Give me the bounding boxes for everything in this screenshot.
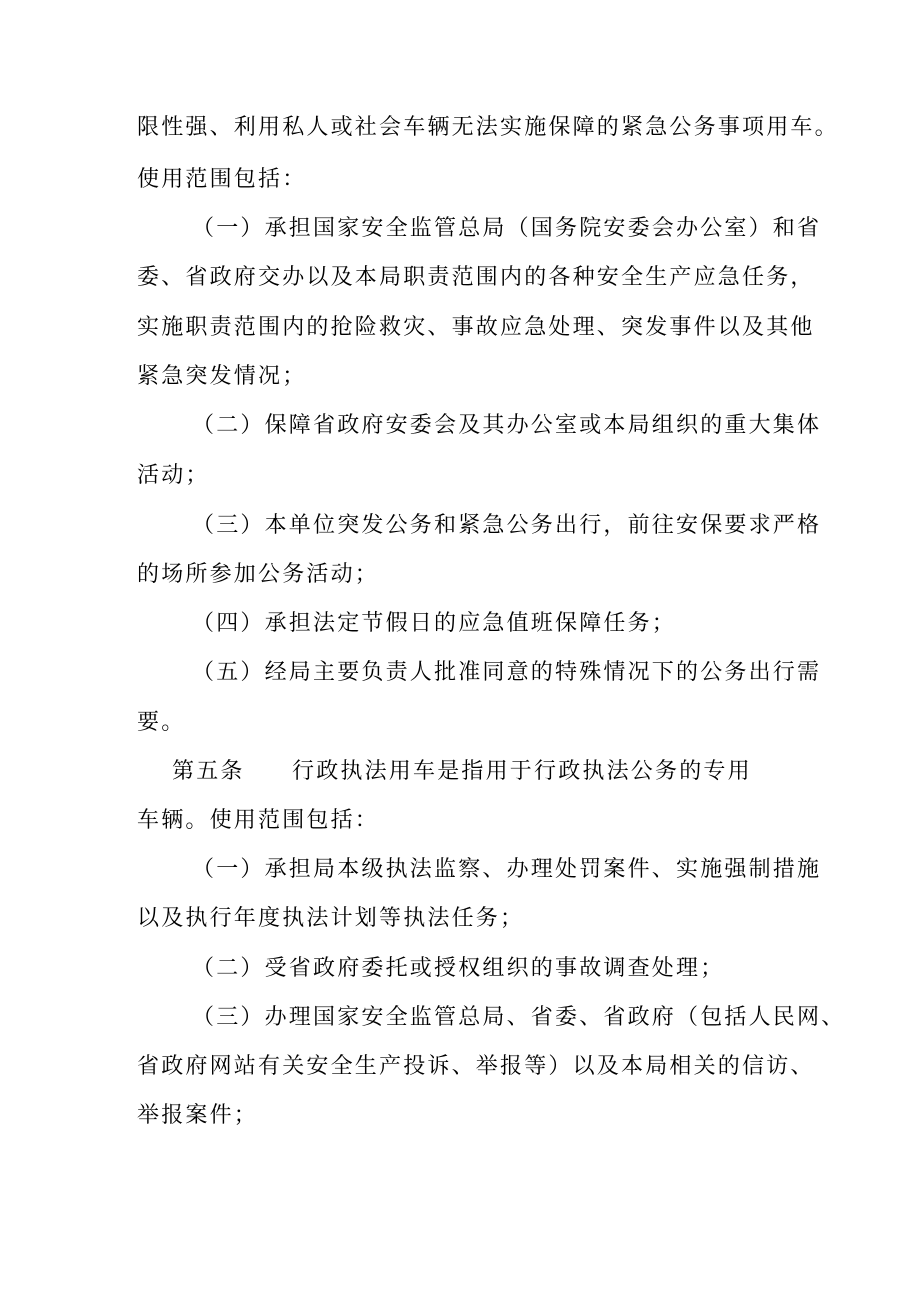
text-line: 省政府网站有关安全生产投诉、举报等）以及本局相关的信访、: [137, 1054, 815, 1079]
text-line: 以及执行年度执法计划等执法任务；: [137, 906, 525, 931]
article-number: 第五条: [172, 759, 245, 784]
text-line: 车辆。使用范围包括：: [137, 808, 380, 833]
text-line: 活动；: [137, 463, 210, 488]
text-line: 实施职责范围内的抢险救灾、事故应急处理、突发事件以及其他: [137, 315, 815, 340]
text-line: 行政执法用车是指用于行政执法公务的专用: [292, 759, 752, 784]
text-line: （二）受省政府委托或授权组织的事故调查处理；: [192, 956, 725, 981]
text-line: 使用范围包括：: [137, 167, 307, 192]
text-line: 委、省政府交办以及本局职责范围内的各种安全生产应急任务，: [137, 265, 815, 290]
text-line: 举报案件；: [137, 1103, 259, 1128]
text-line: （三）本单位突发公务和紧急公务出行，前往安保要求严格: [192, 513, 822, 538]
text-line: （一）承担局本级执法监察、办理处罚案件、实施强制措施: [192, 857, 822, 882]
text-line: 限性强、利用私人或社会车辆无法实施保障的紧急公务事项用车。: [137, 115, 839, 140]
text-line: 的场所参加公务活动；: [137, 562, 380, 587]
text-line: 要。: [137, 710, 186, 735]
text-line: （五）经局主要负责人批准同意的特殊情况下的公务出行需: [192, 660, 822, 685]
text-line: （四）承担法定节假日的应急值班保障任务；: [192, 611, 677, 636]
text-line: （三）办理国家安全监管总局、省委、省政府（包括人民网、: [192, 1005, 846, 1030]
text-line: 紧急突发情况；: [137, 364, 307, 389]
text-line: （一）承担国家安全监管总局（国务院安委会办公室）和省: [192, 216, 822, 241]
text-line: （二）保障省政府安委会及其办公室或本局组织的重大集体: [192, 413, 822, 438]
